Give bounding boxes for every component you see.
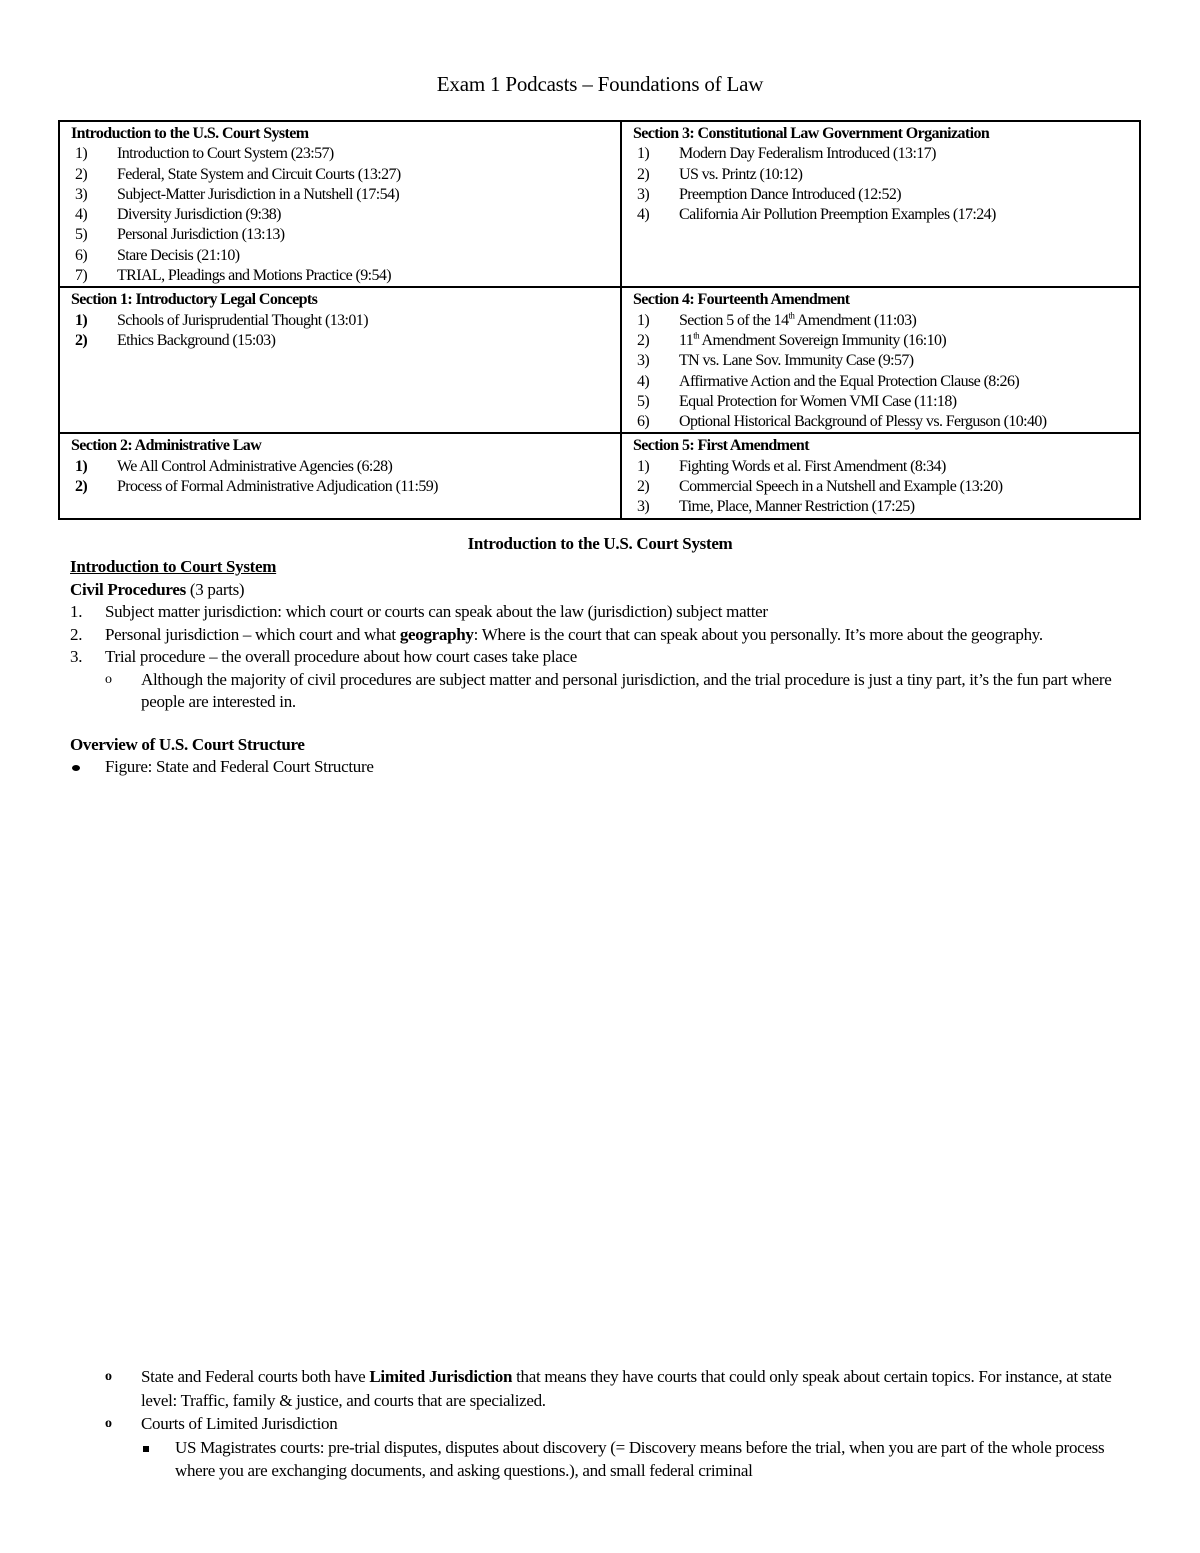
item-text: Subject matter jurisdiction: which court or courts can speak about the law (jurisdiction) subject matter bbox=[105, 602, 768, 621]
sub-bullet-marker: o bbox=[105, 1416, 112, 1431]
list-item bbox=[633, 477, 1131, 497]
cell-heading: Section 4: Fourteenth Amendment bbox=[633, 291, 850, 309]
item-text: Schools of Jurisprudential Thought (13:01) bbox=[117, 311, 368, 329]
sub-bullet-item bbox=[105, 1365, 1130, 1412]
item-number: 2) bbox=[637, 165, 650, 183]
list-item bbox=[633, 372, 1131, 392]
section3-list bbox=[633, 144, 1131, 225]
outline-cell-section5 bbox=[621, 433, 1140, 518]
item-number: 2) bbox=[75, 331, 88, 349]
item-text-part: Amendment Sovereign Immunity (16:10) bbox=[699, 331, 947, 349]
item-text-part: : Where is the court that can speak about you personally. It’s more about the geography. bbox=[473, 624, 1043, 644]
item-number: 1. bbox=[70, 602, 83, 621]
item-text-part: that means they have courts that could only speak about certain topics. For instance, at state level: Traffic, family & justice, and courts that are specialized. bbox=[141, 1367, 1112, 1410]
sub-bullet-marker: o bbox=[105, 1369, 112, 1384]
list-item bbox=[71, 311, 612, 331]
list-item bbox=[633, 205, 1131, 225]
list-item bbox=[71, 225, 612, 245]
item-text: Equal Protection for Women VMI Case (11:18) bbox=[679, 392, 957, 410]
list-item bbox=[633, 311, 1131, 331]
item-number: 3) bbox=[75, 185, 88, 203]
item-text: TN vs. Lane Sov. Immunity Case (9:57) bbox=[679, 352, 914, 370]
subheading: Introduction to Court System bbox=[70, 557, 277, 576]
bullet-icon bbox=[72, 765, 80, 771]
civil-procedures-line bbox=[70, 579, 1130, 602]
numbered-item bbox=[70, 646, 1130, 669]
list-item bbox=[71, 331, 612, 351]
item-text: Fighting Words et al. First Amendment (8:34) bbox=[679, 457, 946, 475]
ordinal-suffix: th bbox=[788, 310, 795, 321]
emphasis: geography bbox=[399, 624, 474, 644]
list-item bbox=[71, 185, 612, 205]
item-text: Stare Decisis (21:10) bbox=[117, 246, 240, 264]
intro-list bbox=[71, 144, 612, 286]
square-bullet-item bbox=[141, 1436, 1130, 1483]
list-item bbox=[71, 165, 612, 185]
list-item bbox=[633, 497, 1131, 517]
list-item bbox=[71, 457, 612, 477]
ordinal-suffix: th bbox=[693, 330, 700, 341]
item-number: 2) bbox=[75, 165, 88, 183]
sub-bullet-item bbox=[105, 669, 1130, 714]
list-item bbox=[633, 392, 1131, 412]
list-item bbox=[633, 412, 1131, 432]
notes-body-continued bbox=[105, 1365, 1130, 1483]
sub-bullet-item bbox=[105, 1412, 1130, 1436]
cell-heading: Section 5: First Amendment bbox=[633, 437, 809, 455]
numbered-item bbox=[70, 624, 1130, 647]
item-text bbox=[679, 331, 1131, 351]
section2-list bbox=[71, 457, 612, 498]
list-item bbox=[71, 246, 612, 266]
item-number: 2) bbox=[637, 478, 650, 496]
cell-heading: Section 1: Introductory Legal Concepts bbox=[71, 291, 318, 309]
item-number: 2. bbox=[70, 624, 83, 644]
section-title: Introduction to the U.S. Court System bbox=[467, 534, 733, 553]
item-number: 6) bbox=[637, 413, 650, 431]
item-text: Personal Jurisdiction (13:13) bbox=[117, 226, 285, 244]
square-bullet-icon bbox=[143, 1446, 149, 1452]
section1-list bbox=[71, 311, 612, 352]
item-text: Affirmative Action and the Equal Protection Clause (8:26) bbox=[679, 372, 1020, 390]
emphasis: Limited Jurisdiction bbox=[369, 1367, 513, 1386]
item-text bbox=[141, 1365, 1130, 1412]
item-text: California Air Pollution Preemption Examples (17:24) bbox=[679, 206, 996, 224]
cell-heading: Introduction to the U.S. Court System bbox=[71, 125, 309, 142]
item-number: 2) bbox=[75, 478, 88, 496]
list-item bbox=[71, 144, 612, 164]
item-number: 1) bbox=[637, 457, 650, 475]
item-number: 5) bbox=[637, 392, 650, 410]
item-number: 2) bbox=[637, 331, 650, 349]
item-text: Modern Day Federalism Introduced (13:17) bbox=[679, 145, 936, 163]
item-text: US vs. Printz (10:12) bbox=[679, 165, 803, 183]
item-text: Time, Place, Manner Restriction (17:25) bbox=[679, 498, 915, 516]
outline-cell-section3 bbox=[621, 121, 1140, 287]
civil-procedures-suffix: (3 parts) bbox=[185, 579, 245, 599]
item-text bbox=[105, 624, 1130, 647]
section4-list bbox=[633, 311, 1131, 433]
list-item bbox=[633, 144, 1131, 164]
list-item bbox=[633, 185, 1131, 205]
item-text: Commercial Speech in a Nutshell and Example (13:20) bbox=[679, 478, 1003, 496]
item-number: 6) bbox=[75, 246, 88, 264]
list-item bbox=[71, 205, 612, 225]
item-text-part: Personal jurisdiction – which court and what bbox=[105, 624, 400, 644]
outline-cell-section1 bbox=[59, 287, 621, 433]
item-text-part: 11 bbox=[679, 331, 694, 349]
item-number: 7) bbox=[75, 267, 88, 285]
item-number: 3) bbox=[637, 185, 650, 203]
outline-cell-section2 bbox=[59, 433, 621, 518]
item-number: 1) bbox=[637, 311, 650, 329]
item-text: Introduction to Court System (23:57) bbox=[117, 145, 334, 163]
list-item bbox=[71, 266, 612, 286]
item-number: 5) bbox=[75, 226, 88, 244]
overview-heading: Overview of U.S. Court Structure bbox=[70, 734, 305, 754]
list-item bbox=[633, 351, 1131, 371]
item-text: Optional Historical Background of Plessy vs. Ferguson (10:40) bbox=[679, 413, 1047, 431]
item-number: 4) bbox=[75, 206, 88, 224]
document-title: Exam 1 Podcasts – Foundations of Law bbox=[436, 72, 764, 96]
item-text: Although the majority of civil procedures are subject matter and personal jurisdiction, and the trial procedure is just a tiny part, it’s the fun part where people are interested in. bbox=[141, 669, 1112, 711]
item-text: Courts of Limited Jurisdiction bbox=[141, 1414, 338, 1433]
sub-bullet-marker: o bbox=[105, 671, 112, 687]
item-number: 3) bbox=[637, 352, 650, 370]
item-number: 1) bbox=[75, 457, 88, 475]
item-text: Diversity Jurisdiction (9:38) bbox=[117, 206, 281, 224]
list-item bbox=[71, 477, 612, 497]
item-number: 4) bbox=[637, 372, 650, 390]
item-text: Trial procedure – the overall procedure about how court cases take place bbox=[105, 647, 577, 666]
item-number: 1) bbox=[75, 145, 88, 163]
list-item bbox=[633, 165, 1131, 185]
outline-cell-section4 bbox=[621, 287, 1140, 433]
item-number: 3. bbox=[70, 647, 83, 666]
item-number: 1) bbox=[637, 145, 650, 163]
item-text: Figure: State and Federal Court Structure bbox=[105, 757, 374, 776]
numbered-item bbox=[70, 601, 1130, 624]
item-text-part: State and Federal courts both have bbox=[141, 1367, 370, 1386]
cell-heading: Section 3: Constitutional Law Government Organization bbox=[633, 125, 990, 142]
item-text: We All Control Administrative Agencies (6:28) bbox=[117, 457, 393, 475]
item-text: Federal, State System and Circuit Courts (13:27) bbox=[117, 165, 401, 183]
item-text: Subject-Matter Jurisdiction in a Nutshell (17:54) bbox=[117, 185, 400, 203]
item-number: 4) bbox=[637, 206, 650, 224]
bullet-item bbox=[70, 756, 1130, 779]
item-text: TRIAL, Pleadings and Motions Practice (9:54) bbox=[117, 267, 391, 285]
section5-list bbox=[633, 457, 1131, 518]
list-item bbox=[633, 331, 1131, 351]
podcast-outline-table bbox=[58, 120, 1141, 520]
item-text: Process of Formal Administrative Adjudication (11:59) bbox=[117, 478, 438, 496]
outline-cell-intro bbox=[59, 121, 621, 287]
item-text: Ethics Background (15:03) bbox=[117, 331, 276, 349]
civil-procedures-label: Civil Procedures bbox=[70, 579, 186, 599]
item-text-part: Section 5 of the 14 bbox=[679, 311, 789, 329]
item-number: 1) bbox=[75, 311, 88, 329]
list-item bbox=[633, 457, 1131, 477]
item-text bbox=[679, 311, 1131, 331]
notes-body bbox=[70, 556, 1130, 779]
item-text: Preemption Dance Introduced (12:52) bbox=[679, 185, 902, 203]
item-number: 3) bbox=[637, 498, 650, 516]
cell-heading: Section 2: Administrative Law bbox=[71, 437, 262, 455]
item-text: US Magistrates courts: pre-trial disputes, disputes about discovery (= Discovery means before the trial, when you are part of the whole process where you are exchanging documents, and asking questions.), and small federal criminal bbox=[175, 1437, 1105, 1480]
item-text-part: Amendment (11:03) bbox=[794, 311, 917, 329]
